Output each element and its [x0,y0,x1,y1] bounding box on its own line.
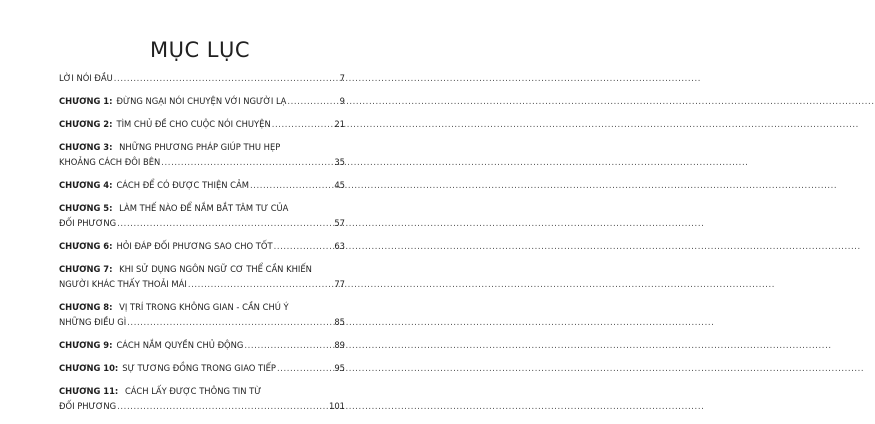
toc-entry-chapter-3 [59,142,345,167]
toc-entry-chapter-2 [59,119,345,129]
dot-leader [161,157,333,167]
toc-entry-label: CHƯƠNG 5: [59,203,113,213]
toc-entry-page: 57 [334,218,345,228]
toc-entry-label: CHƯƠNG 10: [59,363,119,373]
dot-leader [114,73,339,83]
dot-leader [274,241,334,251]
toc-entry-text-continued: KHOẢNG CÁCH ĐÔI BÊN [59,157,161,167]
toc-entry-label: CHƯƠNG 6: [59,241,113,251]
toc-entry-first-line [59,264,345,274]
toc-entry-text: ĐỪNG NGẠI NÓI CHUYỆN VỚI NGƯỜI LẠ [116,96,287,106]
toc-entry-page: 101 [329,401,345,411]
toc-entry-chapter-9 [59,340,345,350]
dot-leader [188,279,334,289]
toc-entry-label: CHƯƠNG 1: [59,96,113,106]
dot-leader [117,218,333,228]
toc-entry-page: 63 [334,241,345,251]
toc-entry-text: LÀM THẾ NÀO ĐỂ NẮM BẮT TÂM TƯ CỦA [119,203,289,213]
toc-entry-text: CÁCH NẮM QUYỀN CHỦ ĐỘNG [116,340,244,350]
toc-entry-page: 89 [334,340,345,350]
toc-entry-first-line [59,203,345,213]
dot-leader [127,317,333,327]
toc-list [59,73,345,424]
toc-entry-text-continued: NHỮNG ĐIỀU GÌ [59,317,127,327]
toc-entry-text-continued: ĐỐI PHƯƠNG [59,218,117,228]
toc-entry-first-line [59,386,345,396]
dot-leader [277,363,333,373]
toc-entry-text: KHI SỬ DỤNG NGÔN NGỮ CƠ THỂ CẦN KHIẾN [119,264,312,274]
dot-leader [287,96,338,106]
toc-entry-page: 35 [334,157,345,167]
toc-entry-chapter-10 [59,363,345,373]
toc-entry-page: 21 [334,119,345,129]
dot-leader [250,180,333,190]
dot-leader [117,401,328,411]
toc-entry-text: HỎI ĐÁP ĐỐI PHƯƠNG SAO CHO TỐT [116,241,273,251]
dot-leader [244,340,333,350]
toc-entry-chapter-4 [59,180,345,190]
toc-entry-text-continued: NGƯỜI KHÁC THẤY THOẢI MÁI [59,279,187,289]
toc-entry-text: CÁCH LẤY ĐƯỢC THÔNG TIN TỪ [124,386,262,396]
toc-entry-second-line [59,279,345,289]
toc-entry-chapter-1 [59,96,345,106]
toc-entry-second-line [59,157,345,167]
toc-entry-first-line [59,142,345,152]
toc-entry-text: NHỮNG PHƯƠNG PHÁP GIÚP THU HẸP [119,142,281,152]
dot-leader [272,119,334,129]
toc-entry-text: CÁCH ĐỂ CÓ ĐƯỢC THIỆN CẢM [116,180,249,190]
toc-entry-text: LỜI NÓI ĐẦU [59,73,113,83]
toc-entry-chapter-5 [59,203,345,228]
toc-entry-chapter-7 [59,264,345,289]
toc-entry-text: TÌM CHỦ ĐỀ CHO CUỘC NÓI CHUYỆN [116,119,271,129]
toc-entry-preface [59,73,345,83]
toc-entry-label: CHƯƠNG 11: [59,386,119,396]
toc-entry-label: CHƯƠNG 2: [59,119,113,129]
toc-page [0,0,400,411]
toc-entry-text: SỰ TƯƠNG ĐỒNG TRONG GIAO TIẾP [122,363,276,373]
toc-entry-page: 45 [334,180,345,190]
toc-entry-label: CHƯƠNG 4: [59,180,113,190]
toc-entry-page: 85 [334,317,345,327]
toc-entry-label: CHƯƠNG 3: [59,142,113,152]
toc-entry-page: 7 [339,73,345,83]
toc-entry-text: VỊ TRÍ TRONG KHÔNG GIAN - CẦN CHÚ Ý [119,302,289,312]
page-title: MỤC LỤC [149,38,251,62]
toc-entry-first-line [59,302,345,312]
toc-entry-page: 9 [339,96,345,106]
toc-entry-second-line [59,218,345,228]
toc-entry-text-continued: ĐỐI PHƯƠNG [59,401,117,411]
toc-entry-page: 77 [334,279,345,289]
toc-entry-chapter-6 [59,241,345,251]
toc-entry-chapter-8 [59,302,345,327]
toc-entry-chapter-11 [59,386,345,411]
toc-entry-label: CHƯƠNG 8: [59,302,113,312]
toc-entry-label: CHƯƠNG 7: [59,264,113,274]
toc-entry-second-line [59,317,345,327]
toc-entry-page: 95 [334,363,345,373]
toc-entry-label: CHƯƠNG 9: [59,340,113,350]
toc-entry-second-line [59,401,345,411]
